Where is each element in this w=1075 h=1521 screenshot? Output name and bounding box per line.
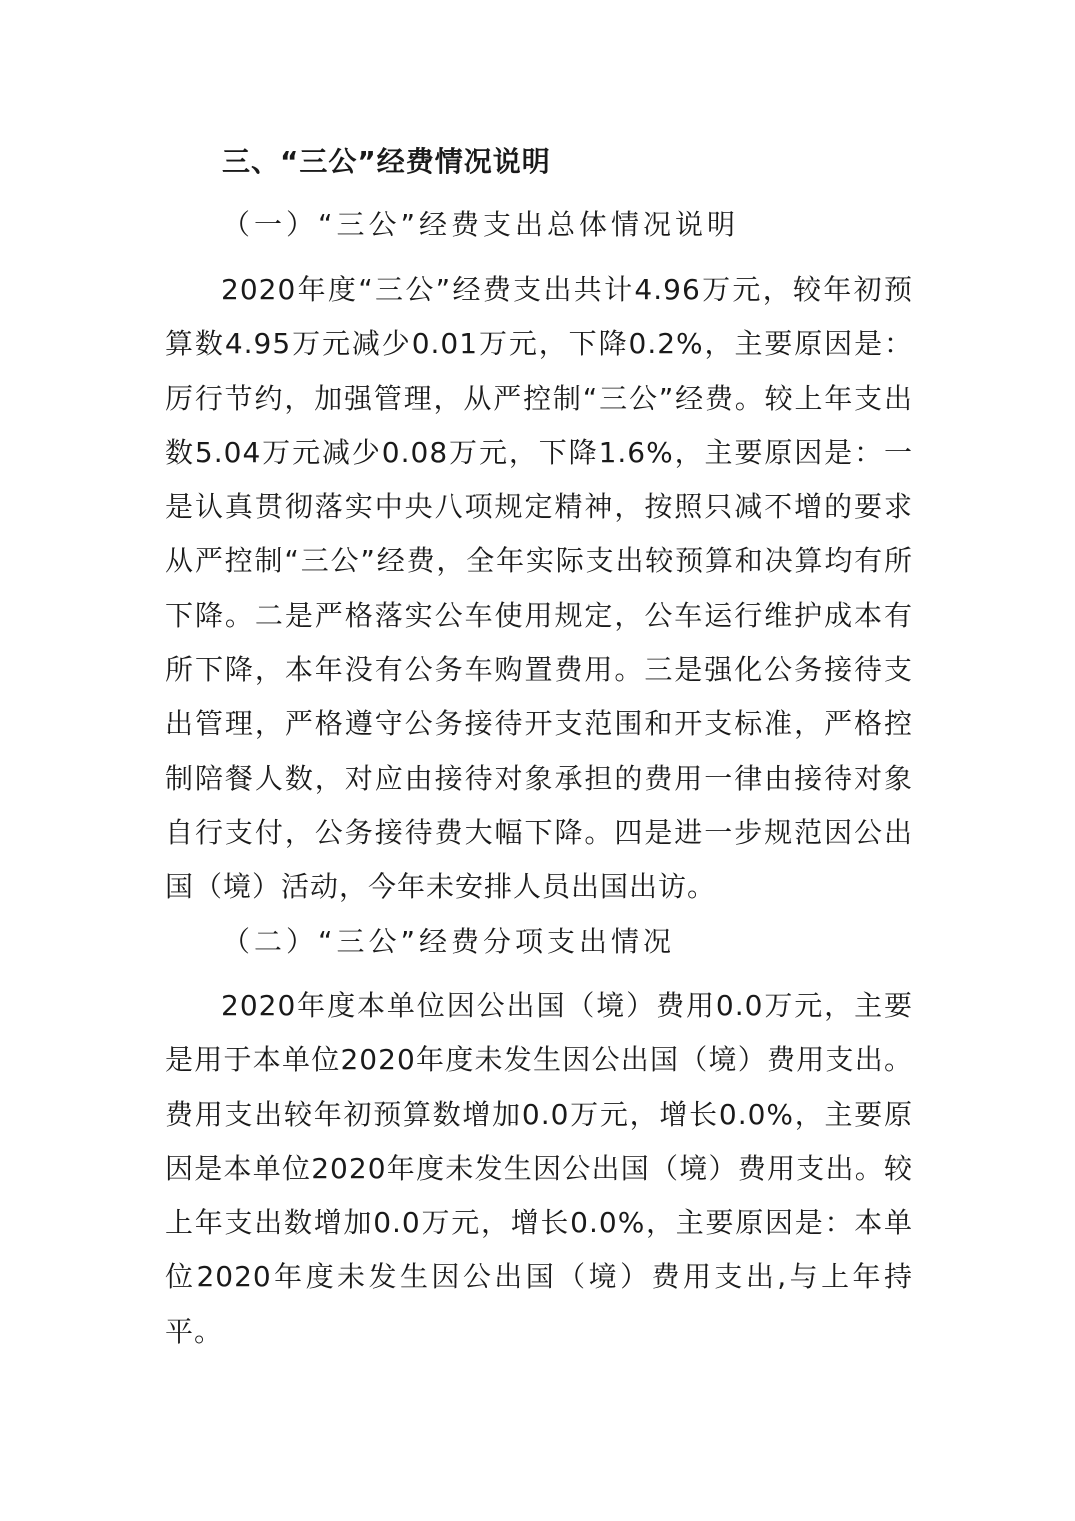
section-heading: 三、“三公”经费情况说明 [222, 145, 551, 178]
subheading-itemized: （二）“三公”经费分项支出情况 [222, 925, 676, 958]
paragraph-overall: 2020年度“三公”经费支出共计4.96万元，较年初预算数4.95万元减少0.01万元，下降0.2%，主要原因是：厉行节约，加强管理，从严控制“三公”经费。较上年支出数5.04万元减少0.08万元，下降1.6%，主要原因是：一是认真贯彻落实中央八项规定精神，按照只减不增的要求从严控制“三公”经费，全年实际支出较预算和决算均有所下降。二是严格落实公车使用规定，公车运行维护成本有所下降，本年没有公务车购置费用。三是强化公务接待支出管理，严格遵守公务接待开支范围和开支标准，严格控制陪餐人数，对应由接待对象承担的费用一律由接待对象自行支付，公务接待费大幅下降。四是进一步规范因公出国（境）活动，今年未安排人员出国出访。 [165, 273, 913, 904]
paragraph-itemized: 2020年度本单位因公出国（境）费用0.0万元，主要是用于本单位2020年度未发生因公出国（境）费用支出。费用支出较年初预算数增加0.0万元，增长0.0%，主要原因是本单位2020年度未发生因公出国（境）费用支出。较上年支出数增加0.0万元，增长0.0%，主要原因是：本单位2020年度未发生因公出国（境）费用支出,与上年持平。 [165, 989, 913, 1348]
subheading-overall: （一）“三公”经费支出总体情况说明 [222, 208, 740, 241]
